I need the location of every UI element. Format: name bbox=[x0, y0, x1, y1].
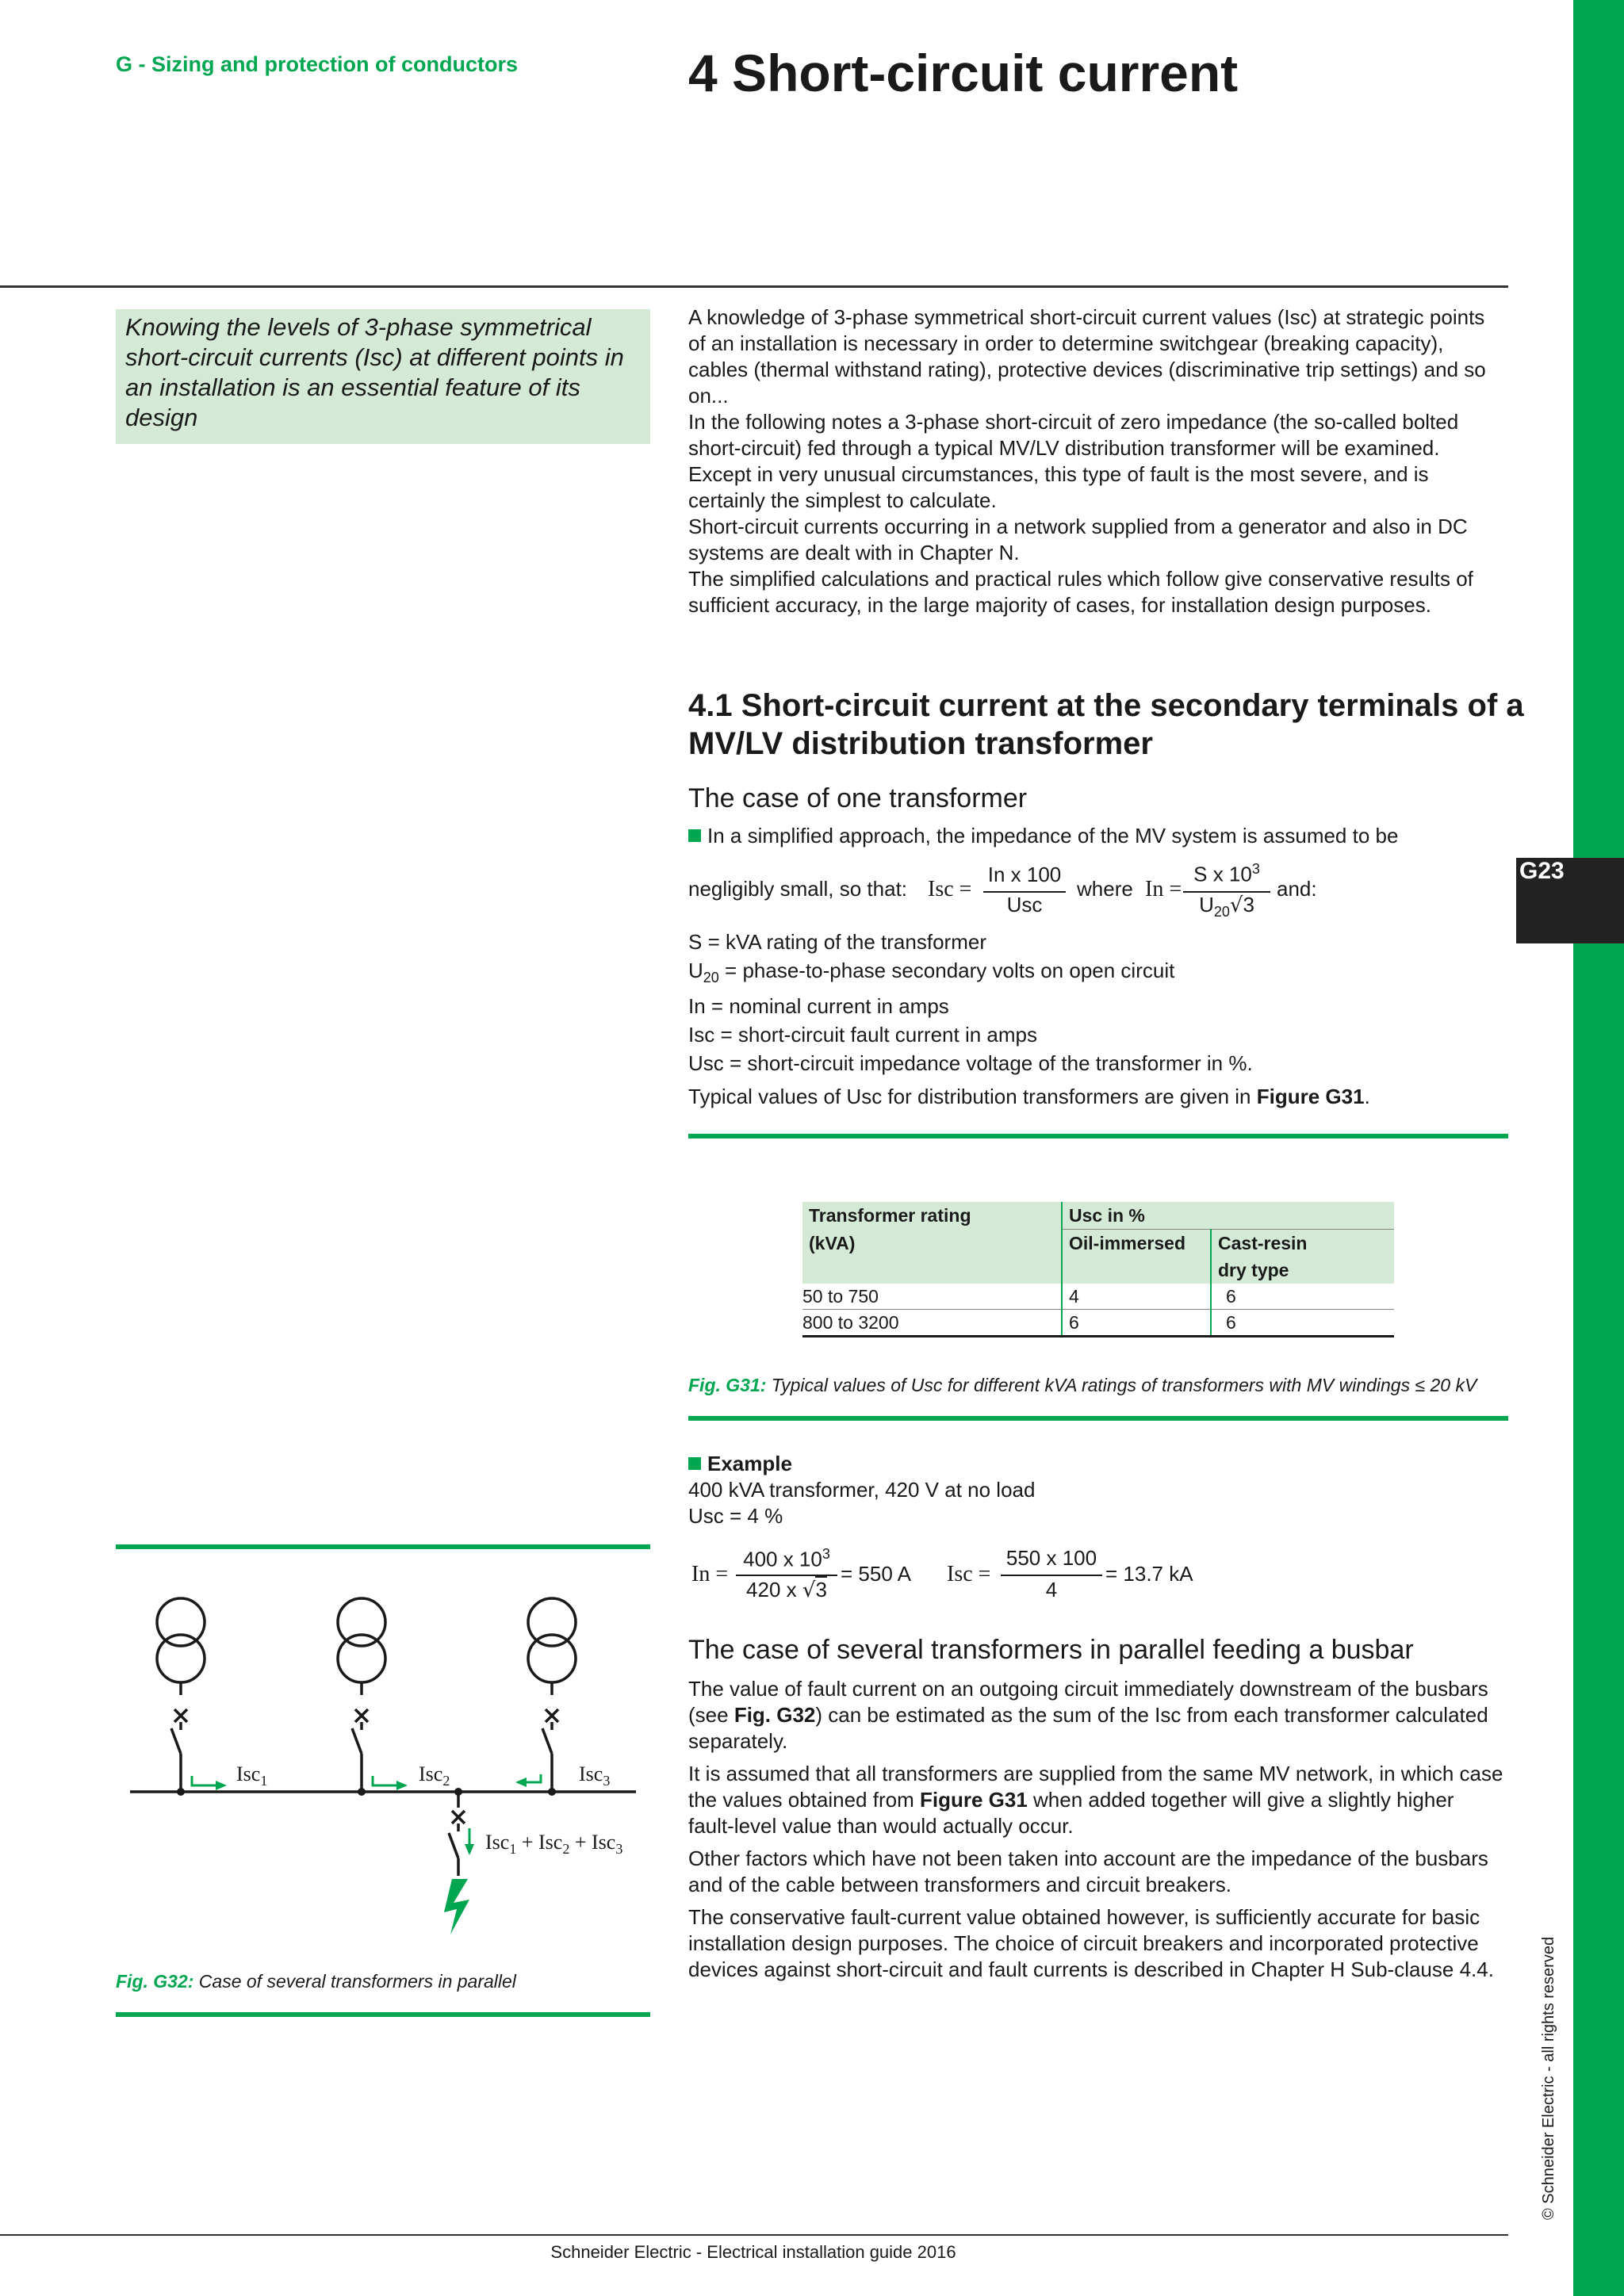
fraction-bar bbox=[1001, 1575, 1102, 1576]
definition-item: $U_{20}$ = phase-to-phase secondary volts on open circuit bbox=[688, 959, 1175, 986]
bullet-square-icon bbox=[688, 1457, 701, 1470]
figure-reference: Fig. G32 bbox=[733, 1703, 816, 1727]
transformer-icon bbox=[157, 1635, 205, 1682]
example-formulas bbox=[688, 1543, 1402, 1606]
table-cell: 50 to 750 bbox=[802, 1284, 1062, 1310]
formula-isc-lhs: Isc = bbox=[928, 877, 972, 901]
figure-reference: Figure G31 bbox=[919, 1788, 1028, 1812]
subheading-one-transformer: The case of one transformer bbox=[688, 783, 1028, 813]
figure-top-rule bbox=[688, 1134, 1508, 1138]
chapter-title: 4 Short-circuit current bbox=[688, 44, 1239, 102]
table-cell: 6 bbox=[1062, 1310, 1211, 1337]
example-in-lhs: In = bbox=[691, 1562, 729, 1586]
figure-bottom-rule bbox=[688, 1416, 1508, 1421]
bullet-square-icon bbox=[688, 829, 701, 842]
parallel-paragraph: The conservative fault-current value obtained however, is sufficiently accurate for basic installation design purposes. The choice of circuit breakers and incorporated protective devices against short-circuit and fault currents is described in Chapter H Sub-clause 4.4. bbox=[688, 1905, 1494, 1981]
formula-and: and: bbox=[1277, 877, 1317, 901]
table-cell: 800 to 3200 bbox=[802, 1310, 1062, 1337]
isc3-label: Isc$_3$ bbox=[579, 1762, 611, 1789]
intro-paragraph: A knowledge of 3-phase symmetrical short-circuit current values (Isc) at strategic points of an installation is necessary in order to determine switchgear (breaking capacity), cables (thermal withstand rating), protective devices (discriminative trip settings) and so on... bbox=[688, 305, 1486, 408]
table-row bbox=[802, 1284, 1394, 1310]
bullet-text: In a simplified approach, the impedance of the MV system is assumed to be bbox=[707, 824, 1399, 848]
formula-in-lhs: In = bbox=[1145, 877, 1182, 901]
header-usc: Usc in % bbox=[1062, 1202, 1394, 1230]
example-title: Example bbox=[688, 1451, 1505, 1477]
figure-g31-caption: Fig. G31: Typical values of Usc for different kVA ratings of transformers with MV windings ≤ 20 kV bbox=[688, 1375, 1477, 1395]
isc-sum-label: Isc$_1$ + Isc$_2$ + Isc$_3$ bbox=[485, 1831, 623, 1857]
header-transformer-rating: Transformer rating bbox=[802, 1202, 1062, 1230]
transformer-icon bbox=[157, 1598, 205, 1646]
transformer-icon bbox=[338, 1598, 385, 1646]
header-oil-immersed: Oil-immersed bbox=[1062, 1230, 1211, 1284]
example-isc-result: = 13.7 kA bbox=[1105, 1562, 1193, 1586]
formula-in-numerator: S x $10^3$ bbox=[1193, 861, 1260, 886]
page-number: G23 bbox=[1519, 858, 1565, 884]
table-cell: 4 bbox=[1062, 1284, 1211, 1310]
parallel-paragraph: The value of fault current on an outgoing circuit immediately downstream of the busbars (see Fig. G32) can be estimated as the sum of the Isc from each transformer calculated separately. bbox=[688, 1677, 1488, 1753]
table-cell: 6 bbox=[1226, 1286, 1236, 1307]
isc2-label: Isc$_2$ bbox=[419, 1762, 450, 1789]
example-in-numerator: 400 x $10^3$ bbox=[743, 1546, 830, 1571]
callout-text: Knowing the levels of 3-phase symmetrical short-circuit currents (Isc) at different points in an installation is an essential feature of its design bbox=[125, 313, 624, 431]
definition-item: Isc = short-circuit fault current in amps bbox=[688, 1023, 1037, 1047]
example-in-denominator: 420 x √3 bbox=[746, 1578, 827, 1602]
definition-item: In = nominal current in amps bbox=[688, 994, 949, 1019]
isc1-label: Isc$_1$ bbox=[236, 1762, 268, 1789]
table-cell: 6 bbox=[1226, 1312, 1236, 1333]
parallel-paragraph: It is assumed that all transformers are supplied from the same MV network, in which case the values obtained from Figure G31 when added together will give a slightly higher fault-level value than would actually occur. bbox=[688, 1762, 1503, 1838]
definition-item: S = kVA rating of the transformer bbox=[688, 930, 986, 954]
figure-top-rule bbox=[116, 1544, 650, 1549]
copyright-notice: © Schneider Electric - all rights reserved bbox=[1540, 1936, 1557, 2220]
usc-table bbox=[802, 1202, 1394, 1337]
transformer-icon bbox=[528, 1598, 576, 1646]
section-label: G - Sizing and protection of conductors bbox=[116, 52, 518, 76]
example-isc-lhs: Isc = bbox=[947, 1562, 991, 1586]
header-divider bbox=[0, 285, 1508, 288]
intro-paragraph: Short-circuit currents occurring in a network supplied from a generator and also in DC systems are dealt with in Chapter N. bbox=[688, 515, 1468, 564]
section-heading: 4.1 Short-circuit current at the secondary terminals of a MV/LV distribution transformer bbox=[688, 688, 1524, 761]
caption-label: Fig. G31: bbox=[688, 1375, 767, 1395]
table-row bbox=[802, 1310, 1394, 1337]
footer-text: Schneider Electric - Electrical installation guide 2016 bbox=[550, 2242, 956, 2262]
figure-reference: Figure G31 bbox=[1256, 1085, 1365, 1109]
formula-lead: negligibly small, so that: bbox=[688, 877, 908, 901]
formula-isc-numerator: In x 100 bbox=[987, 863, 1062, 886]
page-tab bbox=[1516, 858, 1624, 943]
intro-text bbox=[688, 304, 1505, 618]
transformer-icon bbox=[528, 1635, 576, 1682]
fault-lightning-icon bbox=[444, 1879, 469, 1934]
parallel-transformers-diagram bbox=[116, 1554, 650, 1950]
transformer-icon bbox=[338, 1635, 385, 1682]
example-isc-denominator: 4 bbox=[1045, 1578, 1058, 1601]
parallel-text bbox=[688, 1676, 1505, 1983]
example-line: 400 kVA transformer, 420 V at no load bbox=[688, 1478, 1036, 1502]
caption-label: Fig. G32: bbox=[116, 1971, 194, 1992]
side-rail bbox=[1573, 0, 1624, 2296]
formula-where: where bbox=[1077, 877, 1133, 901]
intro-paragraph: The simplified calculations and practical rules which follow give conservative results of sufficient accuracy, in the large majority of cases, for installation design purposes. bbox=[688, 567, 1473, 617]
formula-in-denominator: $U_{20}√3$ bbox=[1199, 893, 1254, 920]
figure-bottom-rule bbox=[116, 2012, 650, 2017]
footer-divider bbox=[0, 2234, 1508, 2236]
formula-isc-in bbox=[688, 858, 1513, 928]
bullet-paragraph bbox=[688, 823, 1505, 849]
symbol-definitions bbox=[688, 928, 1505, 1111]
figure-g32-caption: Fig. G32: Case of several transformers in parallel bbox=[116, 1971, 516, 1992]
definition-item: Usc = short-circuit impedance voltage of the transformer in %. bbox=[688, 1051, 1253, 1076]
example-block bbox=[688, 1451, 1505, 1529]
key-point-callout bbox=[116, 309, 650, 444]
example-line: Usc = 4 % bbox=[688, 1504, 783, 1528]
example-in-result: = 550 A bbox=[841, 1562, 911, 1586]
header-cast-resin: Cast-resin dry type bbox=[1211, 1230, 1394, 1284]
parallel-paragraph: Other factors which have not been taken into account are the impedance of the busbars and of the cable between transformers and circuit breakers. bbox=[688, 1846, 1488, 1896]
formula-isc-denominator: Usc bbox=[1006, 893, 1043, 916]
intro-paragraph: In the following notes a 3-phase short-circuit of zero impedance (the so-called bolted short-circuit) fed through a typical MV/LV distribution transformer will be examined. Except in very unusual circumstances, this type of fault is the most severe, and is certainly the simplest to calculate. bbox=[688, 410, 1459, 512]
subheading-parallel: The case of several transformers in parallel feeding a busbar bbox=[688, 1635, 1414, 1665]
header-kva-unit: (kVA) bbox=[802, 1230, 1062, 1284]
example-isc-numerator: 550 x 100 bbox=[1005, 1546, 1097, 1570]
typical-values-line: Typical values of Usc for distribution transformers are given in Figure G31. bbox=[688, 1085, 1370, 1109]
